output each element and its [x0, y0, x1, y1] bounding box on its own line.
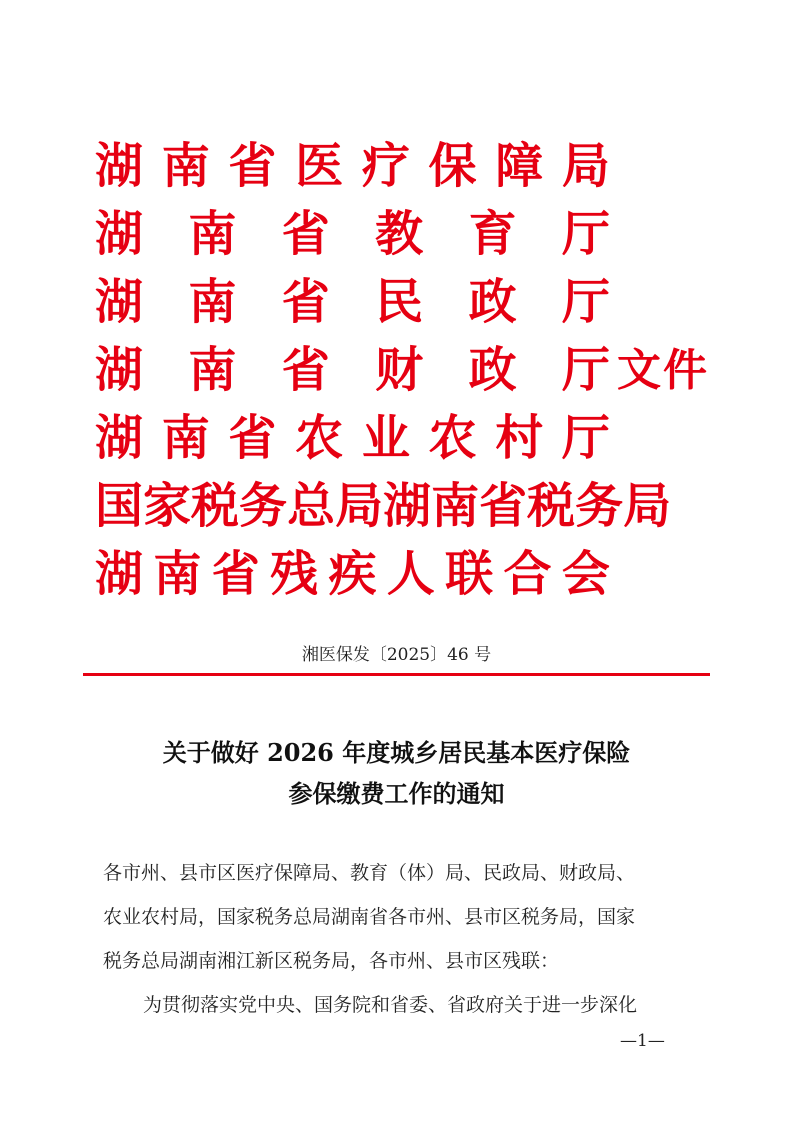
issuer-character: 局: [561, 138, 610, 194]
issuer-character: 南: [161, 410, 210, 466]
issuer-character: 总: [287, 478, 336, 534]
addressee-line-3: 税务总局湖南湘江新区税务局，各市州、县市区残联：: [103, 950, 560, 972]
issuer-character: 省: [281, 274, 330, 330]
issuer-character: 农: [428, 410, 477, 466]
issuer-character: 政: [468, 274, 517, 330]
issuer-character: 南: [431, 478, 480, 534]
issuer-character: 联: [445, 546, 494, 602]
issuer-character: 育: [468, 206, 517, 262]
issuer-character: 家: [143, 478, 192, 534]
body-paragraph-line-1: 为贯彻落实党中央、国务院和省委、省政府关于进一步深化: [143, 994, 638, 1016]
issuer-civil-affairs-department: [95, 272, 610, 332]
issuer-character: 税: [191, 478, 240, 534]
issuer-character: 湖: [95, 410, 144, 466]
document-number: 湘医保发〔2025〕46 号: [301, 645, 492, 665]
issuer-character: 农: [295, 410, 344, 466]
issuer-character: 医: [295, 138, 344, 194]
issuer-character: 省: [211, 546, 260, 602]
issuer-character: 省: [281, 342, 330, 398]
issuer-character: 保: [428, 138, 477, 194]
issuer-character: 湖: [95, 546, 144, 602]
issuer-medical-security-bureau: [95, 136, 610, 196]
issuer-character: 省: [281, 206, 330, 262]
issuer-character: 会: [561, 546, 610, 602]
issuer-character: 务: [575, 478, 624, 534]
issuer-character: 南: [161, 138, 210, 194]
issuer-character: 南: [188, 274, 237, 330]
issuer-character: 湖: [95, 274, 144, 330]
issuer-disabled-persons-federation: [95, 544, 610, 604]
issuer-character: 合: [503, 546, 552, 602]
issuer-character: 省: [479, 478, 528, 534]
issuer-character: 人: [386, 546, 435, 602]
issuer-character: 省: [228, 138, 277, 194]
issuer-finance-department: [95, 340, 610, 400]
notice-title-line-2: 参保缴费工作的通知: [288, 779, 505, 808]
addressee-line-1: 各市州、县市区医疗保障局、教育（体）局、民政局、财政局、: [103, 862, 636, 884]
issuer-character: 障: [495, 138, 544, 194]
issuer-character: 残: [270, 546, 319, 602]
issuer-character: 局: [623, 478, 672, 534]
issuer-agriculture-department: [95, 408, 610, 468]
issuer-character: 村: [495, 410, 544, 466]
issuer-character: 厅: [561, 410, 610, 466]
issuer-character: 政: [468, 342, 517, 398]
issuer-character: 财: [375, 342, 424, 398]
issuer-character: 税: [527, 478, 576, 534]
issuer-character: 民: [375, 274, 424, 330]
issuer-education-department: [95, 204, 610, 264]
issuer-character: 国: [95, 478, 144, 534]
page-number: —1—: [620, 1031, 665, 1051]
issuer-tax-bureau: [95, 476, 672, 536]
issuer-character: 业: [361, 410, 410, 466]
issuer-character: 南: [188, 206, 237, 262]
issuer-character: 教: [375, 206, 424, 262]
issuer-character: 局: [335, 478, 384, 534]
notice-title-line-1: 关于做好 2026 年度城乡居民基本医疗保险: [162, 738, 631, 767]
header-divider: [83, 673, 710, 676]
issuer-character: 厅: [561, 274, 610, 330]
issuer-suffix: 文件: [617, 345, 709, 396]
issuer-character: 湖: [95, 138, 144, 194]
issuer-character: 厅: [561, 206, 610, 262]
addressee-line-2: 农业农村局，国家税务总局湖南省各市州、县市区税务局，国家: [103, 906, 636, 928]
issuer-character: 务: [239, 478, 288, 534]
issuer-character: 疗: [361, 138, 410, 194]
issuer-character: 南: [153, 546, 202, 602]
issuer-character: 南: [188, 342, 237, 398]
issuer-character: 湖: [383, 478, 432, 534]
issuer-character: 湖: [95, 342, 144, 398]
issuer-character: 湖: [95, 206, 144, 262]
issuer-character: 疾: [328, 546, 377, 602]
issuer-character: 厅: [561, 342, 610, 398]
issuer-character: 省: [228, 410, 277, 466]
